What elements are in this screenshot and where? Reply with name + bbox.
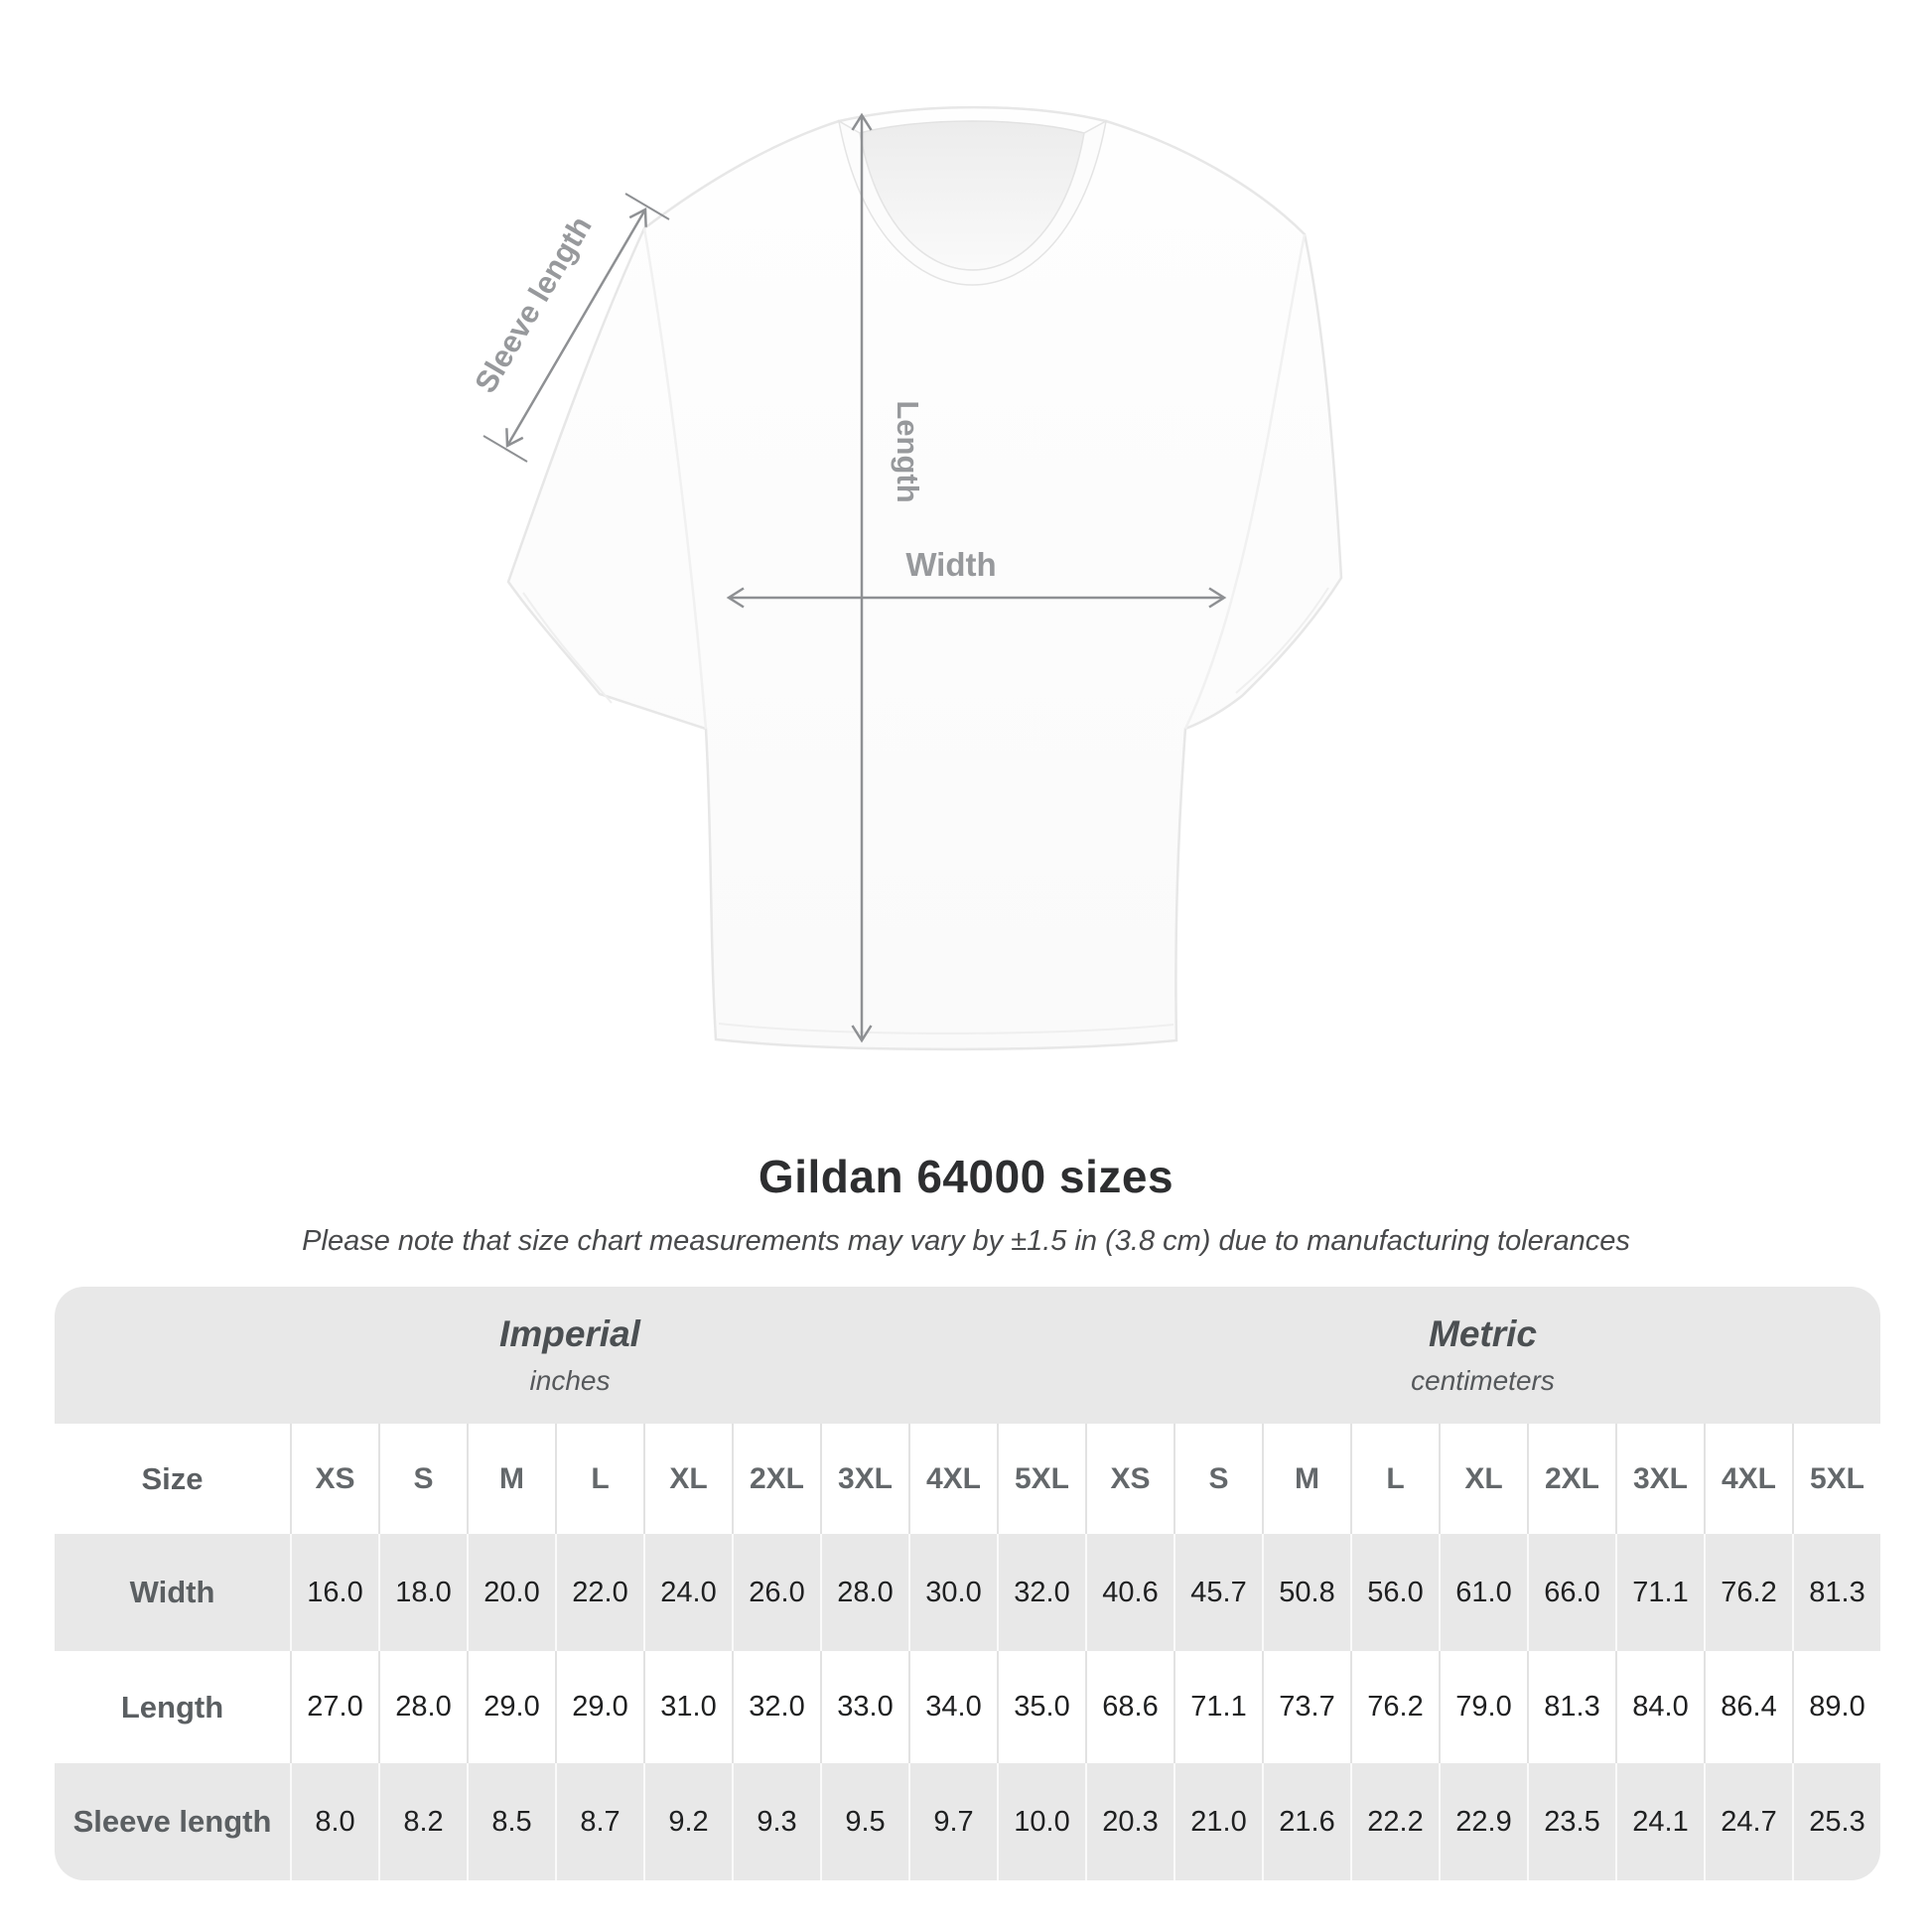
measurement-row (55, 1651, 1880, 1763)
measurement-value: 32.0 (997, 1534, 1085, 1651)
measurement-value: 86.4 (1704, 1651, 1792, 1763)
measurement-value: 71.1 (1173, 1651, 1262, 1763)
measurement-value: 76.2 (1704, 1534, 1792, 1651)
metric-unit: centimeters (1411, 1365, 1555, 1396)
measurement-value: 84.0 (1615, 1651, 1704, 1763)
measurement-value: 9.7 (908, 1763, 997, 1880)
measurement-value: 23.5 (1527, 1763, 1615, 1880)
measurement-value: 9.2 (643, 1763, 732, 1880)
size-col-header: L (1350, 1424, 1439, 1534)
measurement-value: 22.2 (1350, 1763, 1439, 1880)
measurement-row-label: Length (120, 1689, 224, 1725)
measurement-value: 24.1 (1615, 1763, 1704, 1880)
measurement-value: 21.6 (1262, 1763, 1350, 1880)
size-col-header: 3XL (820, 1424, 908, 1534)
measurement-value: 66.0 (1527, 1534, 1615, 1651)
measurement-value: 81.3 (1792, 1534, 1880, 1651)
measurement-value: 24.7 (1704, 1763, 1792, 1880)
size-col-header: 2XL (1527, 1424, 1615, 1534)
measurement-row-label: Sleeve length (72, 1804, 272, 1839)
measurement-value: 79.0 (1439, 1651, 1527, 1763)
measurement-value: 29.0 (467, 1651, 555, 1763)
measurement-row-label: Width (129, 1575, 215, 1609)
sleeve-dimension-tick-bottom (483, 436, 527, 462)
measurement-value: 34.0 (908, 1651, 997, 1763)
size-col-header: 4XL (908, 1424, 997, 1534)
measurement-value: 20.0 (467, 1534, 555, 1651)
tolerance-note: Please note that size chart measurements may vary by ±1.5 in (3.8 cm) due to manufacturing tolerances (302, 1225, 1630, 1257)
measurement-rows (55, 1534, 1880, 1880)
measurement-value: 33.0 (820, 1651, 908, 1763)
measurement-value: 10.0 (997, 1763, 1085, 1880)
measurement-value: 20.3 (1085, 1763, 1173, 1880)
measurement-value: 27.0 (290, 1651, 378, 1763)
size-header-row (55, 1424, 1880, 1534)
measurement-value: 31.0 (643, 1651, 732, 1763)
size-col-header: S (378, 1424, 467, 1534)
imperial-label: Imperial (499, 1313, 640, 1354)
measurement-value: 68.6 (1085, 1651, 1173, 1763)
size-col-header: XL (643, 1424, 732, 1534)
sleeve-length-label: Sleeve length (468, 209, 599, 399)
measurement-value: 89.0 (1792, 1651, 1880, 1763)
length-label: Length (891, 400, 925, 503)
imperial-unit: inches (529, 1365, 611, 1396)
measurement-value: 24.0 (643, 1534, 732, 1651)
measurement-value: 9.5 (820, 1763, 908, 1880)
page-title: Gildan 64000 sizes (758, 1151, 1174, 1202)
measurement-value: 8.2 (378, 1763, 467, 1880)
measurement-value: 8.0 (290, 1763, 378, 1880)
measurement-value: 73.7 (1262, 1651, 1350, 1763)
size-col-header: L (555, 1424, 643, 1534)
measurement-value: 18.0 (378, 1534, 467, 1651)
measurement-row (55, 1763, 1880, 1880)
measurement-value: 35.0 (997, 1651, 1085, 1763)
measurement-value: 21.0 (1173, 1763, 1262, 1880)
size-col-header: 4XL (1704, 1424, 1792, 1534)
size-col-header: M (467, 1424, 555, 1534)
size-col-header: M (1262, 1424, 1350, 1534)
measurement-value: 26.0 (732, 1534, 820, 1651)
imperial-unit-group (55, 1287, 1085, 1424)
size-col-header: 5XL (1792, 1424, 1880, 1534)
width-label: Width (905, 546, 997, 583)
size-col-header: 5XL (997, 1424, 1085, 1534)
measurement-value: 45.7 (1173, 1534, 1262, 1651)
measurement-value: 29.0 (555, 1651, 643, 1763)
measurement-value: 56.0 (1350, 1534, 1439, 1651)
measurement-value: 32.0 (732, 1651, 820, 1763)
measurement-value: 30.0 (908, 1534, 997, 1651)
measurement-value: 8.7 (555, 1763, 643, 1880)
size-col-header: S (1173, 1424, 1262, 1534)
size-table (55, 1287, 1880, 1880)
measurement-value: 76.2 (1350, 1651, 1439, 1763)
sleeve-dimension-tick-top (625, 194, 669, 219)
measurement-value: 9.3 (732, 1763, 820, 1880)
measurement-value: 50.8 (1262, 1534, 1350, 1651)
measurement-value: 25.3 (1792, 1763, 1880, 1880)
size-col-header: XS (1085, 1424, 1173, 1534)
measurement-value: 8.5 (467, 1763, 555, 1880)
measurement-row (55, 1534, 1880, 1651)
measurement-value: 71.1 (1615, 1534, 1704, 1651)
metric-label: Metric (1429, 1313, 1537, 1354)
size-col-header: XL (1439, 1424, 1527, 1534)
measurement-value: 28.0 (378, 1651, 467, 1763)
measurement-value: 61.0 (1439, 1534, 1527, 1651)
size-col-header: 3XL (1615, 1424, 1704, 1534)
measurement-value: 22.9 (1439, 1763, 1527, 1880)
size-col-header: XS (290, 1424, 378, 1534)
unit-header-band (55, 1287, 1880, 1424)
size-col-header: 2XL (732, 1424, 820, 1534)
measurement-value: 22.0 (555, 1534, 643, 1651)
metric-unit-group (1085, 1287, 1880, 1424)
measurement-value: 28.0 (820, 1534, 908, 1651)
size-column-label: Size (141, 1460, 204, 1496)
measurement-value: 16.0 (290, 1534, 378, 1651)
measurement-value: 40.6 (1085, 1534, 1173, 1651)
measurement-value: 81.3 (1527, 1651, 1615, 1763)
